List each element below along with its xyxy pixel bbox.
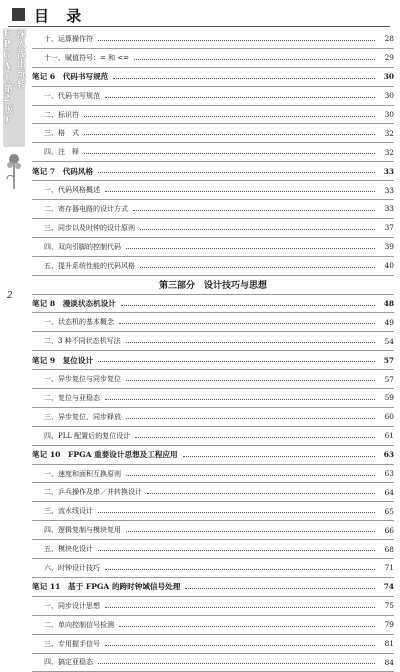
toc-entry-row [32, 200, 394, 219]
toc-entry-row [32, 597, 394, 616]
toc-page-number: 49 [378, 318, 394, 327]
toc-chapter-row [32, 446, 394, 465]
dot-leader [140, 266, 375, 268]
toc-page-number: 68 [378, 545, 394, 554]
toc-entry-row [32, 540, 394, 559]
toc-entry-row [32, 106, 394, 125]
toc-entry-title: 二、复位与亚稳态 [32, 393, 102, 403]
dot-leader [98, 171, 375, 173]
toc-page-number: 39 [378, 242, 394, 251]
toc-page-number: 61 [378, 431, 394, 440]
toc-page-number: 64 [378, 488, 394, 497]
toc-page-number: 65 [378, 507, 394, 516]
dot-leader [126, 417, 375, 419]
toc-entry-title: 四、搞定亚稳态 [32, 657, 95, 667]
toc-entry-row [32, 219, 394, 238]
table-of-contents [32, 30, 394, 672]
page-title: 目 录 [34, 5, 87, 26]
toc-entry-row [32, 181, 394, 200]
toc-entry-title: 一、异步复位与同步复位 [32, 374, 123, 384]
toc-chapter-row [32, 68, 394, 87]
toc-entry-title: 笔记 6 代码书写规范 [32, 71, 110, 82]
dot-leader [133, 209, 375, 211]
toc-entry-title: 六、时钟设计技巧 [32, 563, 102, 573]
toc-entry-title: 三、流水线设计 [32, 506, 95, 516]
toc-entry-title: 第三部分 设计技巧与思想 [159, 278, 267, 291]
flower-ornament-icon [4, 151, 24, 191]
toc-page-number: 75 [378, 601, 394, 610]
toc-entry-title: 四、PLL 配置后的复位设计 [32, 431, 132, 441]
toc-entry-title: 二、单向控制信号检测 [32, 620, 116, 630]
toc-entry-row [32, 408, 394, 427]
toc-entry-title: 一、同步设计思想 [32, 601, 102, 611]
toc-entry-row [32, 654, 394, 672]
header-square-icon [12, 8, 25, 21]
toc-page-number: 81 [378, 639, 394, 648]
page-header [0, 0, 400, 26]
toc-entry-row [32, 313, 394, 332]
toc-page-number: 33 [378, 204, 394, 213]
toc-entry-title: 四、双向引脚的控制代码 [32, 242, 123, 252]
dot-leader [105, 96, 375, 98]
toc-page-number: 28 [378, 34, 394, 43]
toc-entry-title: 一、状态机的基本概念 [32, 317, 116, 327]
dot-leader [98, 39, 375, 41]
toc-page-number: 60 [378, 412, 394, 421]
toc-page-number: 63 [378, 450, 394, 459]
toc-entry-row [32, 87, 394, 106]
toc-page-number: 66 [378, 526, 394, 535]
dot-leader [105, 568, 375, 570]
toc-page-number: 63 [378, 469, 394, 478]
toc-chapter-row [32, 295, 394, 314]
dot-leader [84, 152, 375, 154]
dot-leader [183, 455, 375, 457]
dot-leader [140, 228, 375, 230]
toc-entry-title: 笔记 9 复位设计 [32, 355, 95, 366]
toc-entry-row [32, 521, 394, 540]
book-series-logo: 深入浅出玩转FPGA(第2版) [3, 29, 25, 147]
dot-leader [98, 360, 375, 362]
dot-leader [126, 341, 375, 343]
toc-entry-title: 三、异步复位、同步释放 [32, 412, 123, 422]
toc-page-number: 84 [378, 658, 394, 667]
toc-page-number: 54 [378, 337, 394, 346]
toc-entry-title: 二、标识符 [32, 110, 81, 120]
dot-leader [105, 644, 375, 646]
toc-part-heading [32, 276, 394, 295]
toc-entry-title: 五、模块化设计 [32, 544, 95, 554]
toc-entry-title: 三、专用握手信号 [32, 639, 102, 649]
dot-leader [119, 625, 375, 627]
toc-entry-row [32, 483, 394, 502]
toc-entry-row [32, 124, 394, 143]
dot-leader [105, 190, 375, 192]
toc-entry-row [32, 427, 394, 446]
toc-entry-row [32, 370, 394, 389]
toc-entry-row [32, 49, 394, 68]
dot-leader [98, 549, 375, 551]
toc-page-number: 57 [378, 375, 394, 384]
dot-leader [98, 511, 375, 513]
dot-leader [126, 379, 375, 381]
toc-entry-row [32, 332, 394, 351]
toc-page-number: 48 [378, 299, 394, 308]
dot-leader [134, 58, 375, 60]
dot-leader [126, 530, 375, 532]
toc-entry-title: 二、3 种不同状态机写法 [32, 336, 123, 346]
toc-page-number: 29 [378, 53, 394, 62]
toc-entry-row [32, 30, 394, 49]
dot-leader [147, 492, 375, 494]
toc-page-number: 33 [378, 167, 394, 176]
toc-page-number: 59 [378, 393, 394, 402]
toc-page-number: 71 [378, 563, 394, 572]
toc-entry-title: 四、注 释 [32, 147, 81, 157]
toc-entry-title: 笔记 8 漫谈状态机设计 [32, 298, 118, 309]
dot-leader [105, 398, 375, 400]
toc-entry-title: 三、格 式 [32, 128, 81, 138]
toc-entry-title: 一、代码书写规范 [32, 91, 102, 101]
toc-chapter-row [32, 351, 394, 370]
toc-entry-title: 五、提升系统性能的代码风格 [32, 261, 137, 271]
toc-entry-title: 三、同步以及时钟的设计原则 [32, 223, 137, 233]
dot-leader [119, 322, 375, 324]
toc-entry-title: 一、速度和面积互换原则 [32, 469, 123, 479]
dot-leader [126, 474, 375, 476]
dot-leader [121, 304, 375, 306]
toc-entry-row [32, 559, 394, 578]
toc-entry-title: 四、逻辑复制与模块复用 [32, 525, 123, 535]
toc-entry-row [32, 635, 394, 654]
dot-leader [185, 587, 375, 589]
dot-leader [105, 606, 375, 608]
toc-entry-row [32, 616, 394, 635]
toc-page-number: 37 [378, 223, 394, 232]
dot-leader [126, 247, 375, 249]
toc-chapter-row [32, 578, 394, 597]
toc-page-number: 40 [378, 261, 394, 270]
toc-entry-title: 笔记 11 基于 FPGA 的跨时钟域信号处理 [32, 581, 182, 592]
dot-leader [113, 77, 375, 79]
toc-chapter-row [32, 162, 394, 181]
book-spine [0, 27, 28, 561]
toc-page-number: 30 [378, 91, 394, 100]
header-rule [8, 26, 390, 27]
toc-entry-row [32, 502, 394, 521]
toc-page-number: 74 [378, 582, 394, 591]
toc-entry-row [32, 257, 394, 276]
toc-page-number: 30 [378, 110, 394, 119]
toc-entry-title: 十一、赋值符号：= 和 <= [32, 53, 131, 63]
toc-entry-row [32, 143, 394, 162]
toc-entry-title: 二、寄存器电路的设计方式 [32, 204, 130, 214]
toc-entry-title: 十、运算操作符 [32, 34, 95, 44]
toc-entry-title: 二、乒乓操作及串／并转换设计 [32, 487, 144, 497]
toc-page-number: 32 [378, 129, 394, 138]
dot-leader [84, 115, 375, 117]
toc-entry-title: 一、代码风格概述 [32, 185, 102, 195]
dot-leader [84, 133, 375, 135]
dot-leader [98, 662, 375, 664]
dot-leader [135, 436, 375, 438]
toc-entry-row [32, 389, 394, 408]
toc-page-number: 57 [378, 356, 394, 365]
toc-entry-row [32, 465, 394, 484]
toc-page-number: 30 [378, 72, 394, 81]
toc-entry-title: 笔记 7 代码风格 [32, 166, 95, 177]
toc-page-number: 79 [378, 620, 394, 629]
page-number: 2 [7, 291, 13, 301]
toc-entry-row [32, 238, 394, 257]
toc-page-number: 33 [378, 186, 394, 195]
toc-page-number: 32 [378, 148, 394, 157]
toc-entry-title: 笔记 10 FPGA 重要设计思想及工程应用 [32, 449, 180, 460]
